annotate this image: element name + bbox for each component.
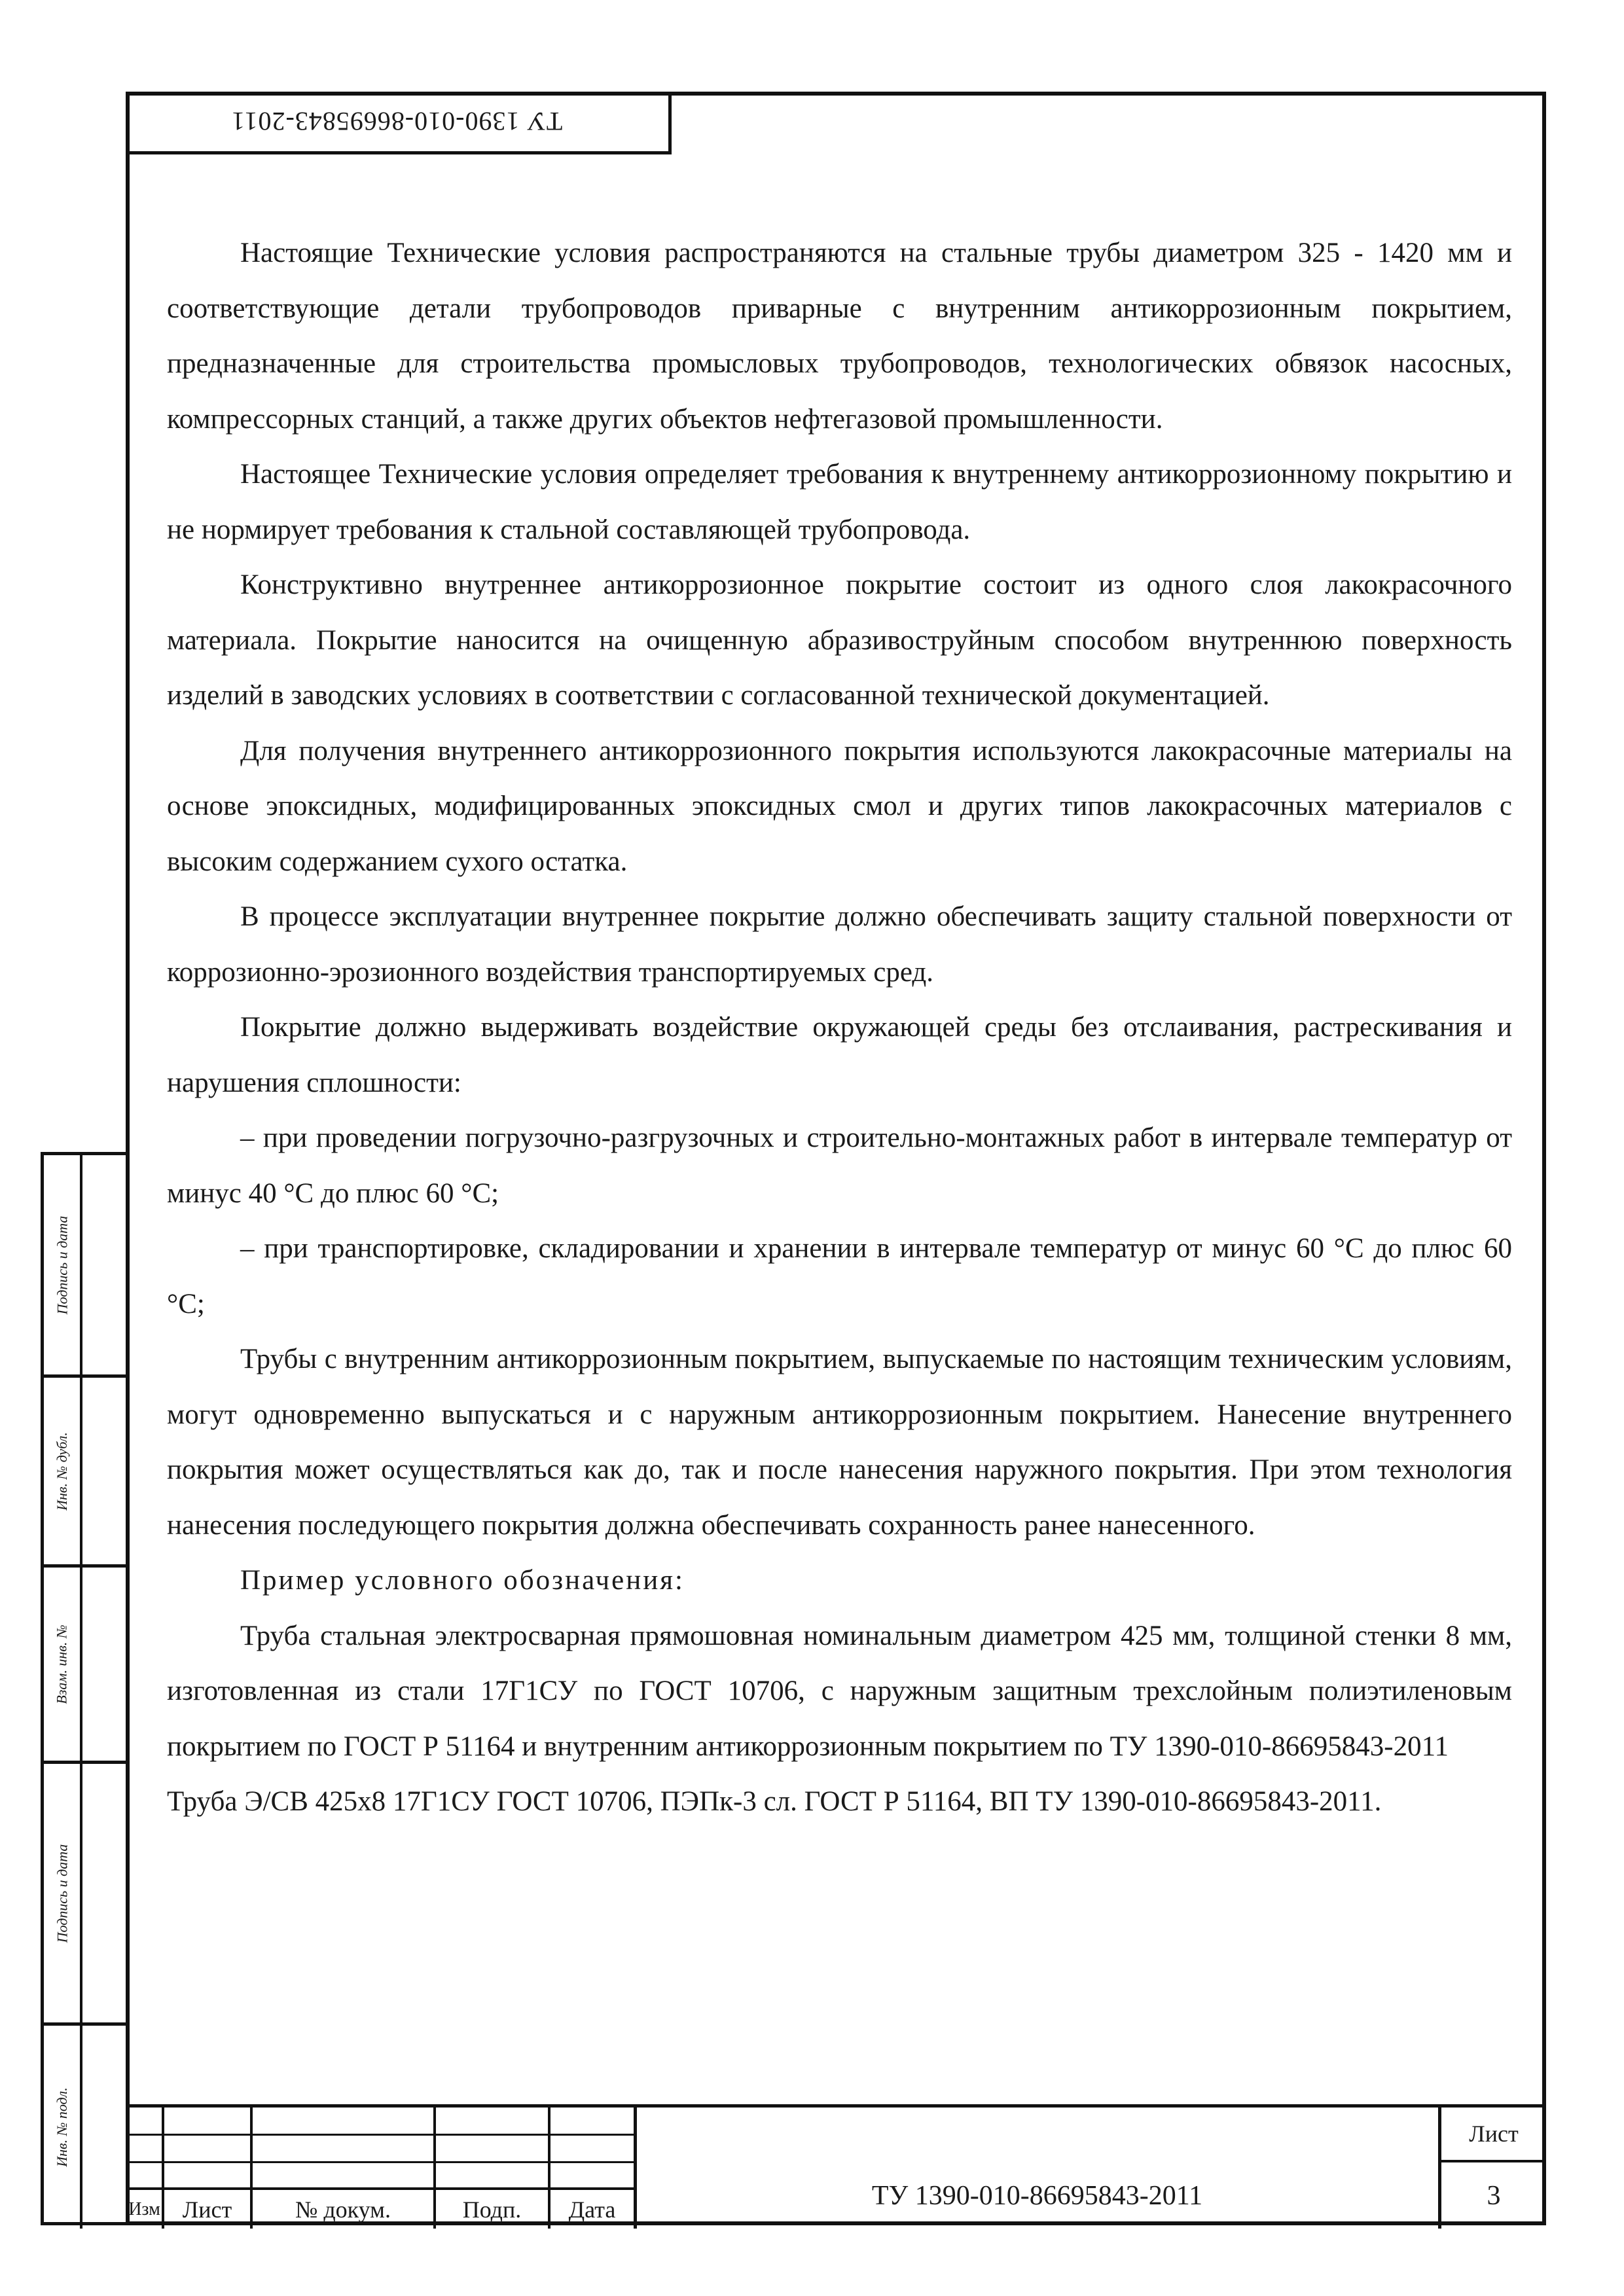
side-label-signature-date-1: Подпись и дата (54, 1215, 71, 1314)
side-cell-signature-date-2 (44, 1764, 129, 2026)
side-label-dup-inv: Инв. № дубл. (54, 1431, 70, 1511)
side-cell-dup-inv (44, 1378, 129, 1568)
example-heading: Пример условного обозначения: (240, 1565, 685, 1596)
header-code-box (126, 92, 672, 154)
list-item-loading: – при проведении погрузочно-разгрузочных и строительно-монтажных работ в интервале температур от минус 40 °С до плюс 60 °С; (167, 1122, 1512, 1209)
tb-col-list: Лист (182, 2196, 232, 2223)
example-text: Труба стальная электросварная прямошовная номинальным диаметром 425 мм, толщиной стенки 8 мм, изготовленная из стали 17Г1СУ по ГОСТ 10706, с наружным защитным трехслойным полиэтиленовым покрытием по ГОСТ Р 51164 и внутренним антикоррозионным покрытием по ТУ 1390-010-86695843-2011 (167, 1620, 1512, 1762)
side-cell-original-inv (44, 2026, 129, 2229)
tb-grid-line (126, 2161, 636, 2163)
header-code-mirrored: ТУ 1390-010-86695843-2011 (231, 107, 563, 136)
tb-col-doc: № докум. (295, 2196, 391, 2223)
tb-col-podp: Подп. (462, 2196, 522, 2223)
tb-col-izm: Изм (128, 2198, 160, 2219)
title-block (126, 2104, 1546, 2225)
list-item-storage: – при транспортировке, складировании и хранении в интервале температур от минус 60 °С до плюс 60 °С; (167, 1233, 1512, 1319)
example-designation: Труба Э/СВ 425х8 17Г1СУ ГОСТ 10706, ПЭПк-3 сл. ГОСТ Р 51164, ВП ТУ 1390-010-86695843-2011. (167, 1786, 1382, 1817)
tb-sheet-label: Лист (1469, 2121, 1519, 2147)
side-label-replace-inv: Взам. инв. № (54, 1624, 70, 1704)
tb-document-code: ТУ 1390-010-86695843-2011 (871, 2181, 1203, 2211)
side-stamp (41, 1152, 126, 2225)
tb-grid-line (126, 2134, 636, 2136)
paragraph-construction: Конструктивно внутреннее антикоррозионное покрытие состоит из одного слоя лакокрасочного материала. Покрытие наносится на очищенную абразивоструйным способом внутреннюю поверхность изделий в заводских условиях в соответствии с согласованной технической документацией. (167, 569, 1512, 711)
paragraph-materials: Для получения внутреннего антикоррозионного покрытия используются лакокрасочные материалы на основе эпоксидных, модифицированных эпоксидных смол и других типов лакокрасочных материалов с высоким содержанием сухого остатка. (167, 735, 1512, 877)
paragraph-external-coating: Трубы с внутренним антикоррозионным покрытием, выпускаемые по настоящим техническим условиям, могут одновременно выпускаться и с наружным антикоррозионным покрытием. Нанесение внутреннего покрытия может осуществляться как до, так и после нанесения наружного покрытия. При этом технология нанесения последующего покрытия должна обеспечивать сохранность ранее нанесенного. (167, 1344, 1512, 1541)
paragraph-requirements: Настоящее Технические условия определяет требования к внутреннему антикоррозионному покрытию и не нормирует требования к стальной составляющей трубопровода. (167, 459, 1512, 545)
tb-col-date: Дата (568, 2196, 616, 2223)
paragraph-scope: Настоящие Технические условия распространяются на стальные трубы диаметром 325 - 1420 мм и соответствующие детали трубопроводов приварные с внутренним антикоррозионным покрытием, предназначенные для строительства промысловых трубопроводов, технологических обвязок насосных, компрессорных станций, а также других объектов нефтегазовой промышленности. (167, 238, 1512, 435)
tb-sheet-number: 3 (1487, 2180, 1501, 2211)
document-body (167, 226, 1512, 1830)
side-label-signature-date-2: Подпись и дата (54, 1844, 71, 1943)
side-cell-replace-inv (44, 1568, 129, 1764)
paragraph-resistance: Покрытие должно выдерживать воздействие окружающей среды без отслаивания, растрескивания и нарушения сплошности: (167, 1012, 1512, 1098)
paragraph-operation: В процессе эксплуатации внутреннее покрытие должно обеспечивать защиту стальной поверхности от коррозионно-эрозионного воздействия транспортируемых сред. (167, 901, 1512, 988)
side-cell-signature-date-1 (44, 1155, 129, 1378)
side-label-original-inv: Инв. № подл. (54, 2087, 70, 2167)
